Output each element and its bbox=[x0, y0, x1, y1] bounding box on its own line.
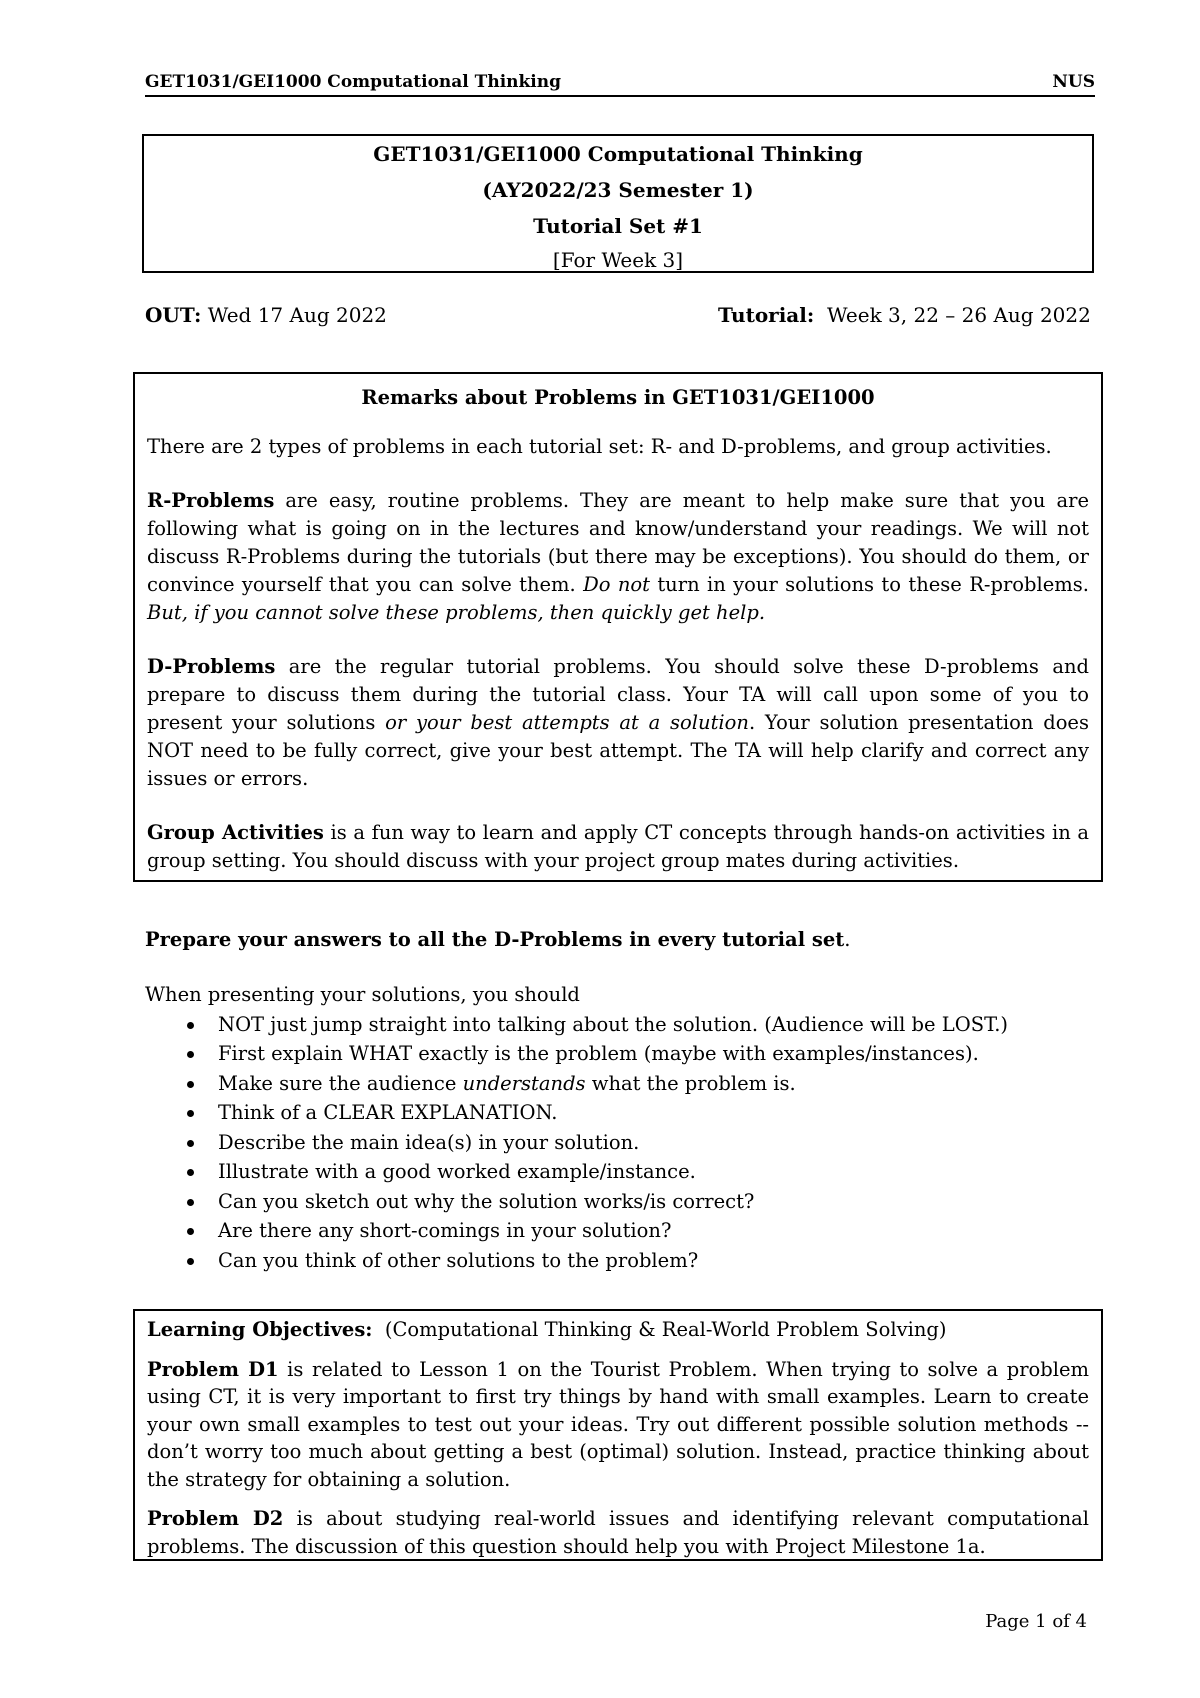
b3-text-b: what the problem is. bbox=[585, 1071, 796, 1095]
list-item: Can you think of other solutions to the problem? bbox=[145, 1246, 1095, 1276]
tutorial-label: Tutorial: bbox=[718, 303, 815, 327]
tutorial-value: Week 3, 22 – 26 Aug 2022 bbox=[826, 303, 1091, 327]
b3-italic: understands bbox=[462, 1071, 586, 1095]
presenting-list bbox=[145, 1010, 1095, 1276]
title-box bbox=[142, 134, 1094, 273]
problem-d2-text: is about studying real-world issues and identifying relevant computational problems. The discussion of this question should help you with Project Milestone 1a. bbox=[147, 1507, 1089, 1558]
tutorial-set-title: Tutorial Set #1 bbox=[533, 214, 703, 238]
out-date bbox=[145, 303, 387, 327]
d-text-2: . Your solution presentation does NOT need to be fully correct, give your best attempt. The TA will help clarify and correct any issues or errors. bbox=[147, 711, 1089, 790]
learning-objectives-box bbox=[133, 1309, 1103, 1561]
list-item: Describe the main idea(s) in your solution. bbox=[145, 1128, 1095, 1158]
tutorial-date bbox=[718, 303, 1091, 327]
remarks-intro: There are 2 types of problems in each tutorial set: R- and D-problems, and group activities. bbox=[147, 435, 1052, 458]
list-item: Think of a CLEAR EXPLANATION. bbox=[145, 1098, 1095, 1128]
r-italic-2: But, if you cannot solve these problems, then quickly get help. bbox=[147, 601, 766, 624]
problem-d1-text: is related to Lesson 1 on the Tourist Problem. When trying to solve a problem using CT, it is very important to first try things by hand with small examples. Learn to create your own small examples to test out your ideas. Try out different possible solution methods -- don’t worry too much about getting a best (optimal) solution. Instead, practice thinking about the strategy for obtaining a solution. bbox=[147, 1357, 1089, 1491]
group-activities-paragraph bbox=[147, 819, 1089, 875]
out-label: OUT: bbox=[145, 303, 202, 327]
d-italic: or your best attempts at a solution bbox=[385, 711, 749, 734]
presenting-intro: When presenting your solutions, you should bbox=[145, 983, 580, 1006]
problem-d2-paragraph bbox=[147, 1505, 1089, 1560]
d-problems-label: D-Problems bbox=[147, 655, 276, 678]
group-activities-text: is a fun way to learn and apply CT concepts through hands-on activities in a group setting. You should discuss with your project group mates during activities. bbox=[147, 821, 1089, 872]
course-title: GET1031/GEI1000 Computational Thinking bbox=[373, 142, 863, 166]
d-problems-paragraph bbox=[147, 653, 1089, 793]
list-item: Illustrate with a good worked example/instance. bbox=[145, 1157, 1095, 1187]
r-problems-label: R-Problems bbox=[147, 489, 275, 512]
problem-d1-label: Problem D1 bbox=[147, 1357, 279, 1381]
problem-d2-label: Problem D2 bbox=[147, 1507, 284, 1530]
r-problems-paragraph bbox=[147, 487, 1089, 627]
objectives-subtitle: (Computational Thinking & Real-World Problem Solving) bbox=[384, 1318, 947, 1341]
header-institution: NUS bbox=[1052, 72, 1095, 92]
group-activities-label: Group Activities bbox=[147, 821, 324, 844]
list-item: NOT just jump straight into talking about the solution. (Audience will be LOST.) bbox=[145, 1010, 1095, 1040]
r-text-1: are easy, routine problems. They are meant to help make sure that you are following what is going on in the lectures and know/understand your readings. We will not discuss R-Problems during the tutorials (but there may be exceptions). You should do them, or convince yourself that you can solve them. bbox=[147, 489, 1089, 596]
semester-title: (AY2022/23 Semester 1) bbox=[482, 178, 754, 202]
objectives-label: Learning Objectives: bbox=[147, 1318, 373, 1341]
objectives-title bbox=[147, 1316, 1089, 1344]
problem-d1-paragraph bbox=[147, 1356, 1089, 1494]
header-course: GET1031/GEI1000 Computational Thinking bbox=[145, 72, 561, 92]
out-value: Wed 17 Aug 2022 bbox=[207, 303, 387, 327]
list-item: Can you sketch out why the solution works/is correct? bbox=[145, 1187, 1095, 1217]
list-item: First explain WHAT exactly is the problem (maybe with examples/instances). bbox=[145, 1039, 1095, 1069]
list-item bbox=[145, 1069, 1095, 1099]
b3-text-a: Make sure the audience bbox=[218, 1071, 463, 1095]
d-text-1: are the regular tutorial problems. You should solve these D-problems and prepare to discuss them during the tutorial class. Your TA will call upon some of you to present your solutions bbox=[147, 655, 1089, 734]
week-label: [For Week 3] bbox=[552, 248, 684, 272]
page-number: Page 1 of 4 bbox=[985, 1611, 1087, 1632]
remarks-heading: Remarks about Problems in GET1031/GEI1000 bbox=[361, 386, 875, 409]
presenting-section bbox=[145, 980, 1095, 1275]
r-text-2: turn in your solutions to these R-problems. bbox=[649, 573, 1089, 596]
running-header bbox=[145, 72, 1095, 97]
remarks-box bbox=[133, 372, 1103, 882]
list-item: Are there any short-comings in your solution? bbox=[145, 1216, 1095, 1246]
prepare-heading bbox=[145, 925, 1095, 955]
prepare-text: Prepare your answers to all the D-Problems in every tutorial set bbox=[145, 928, 845, 951]
r-italic-1: Do not bbox=[583, 573, 650, 596]
prepare-end: . bbox=[844, 928, 851, 951]
